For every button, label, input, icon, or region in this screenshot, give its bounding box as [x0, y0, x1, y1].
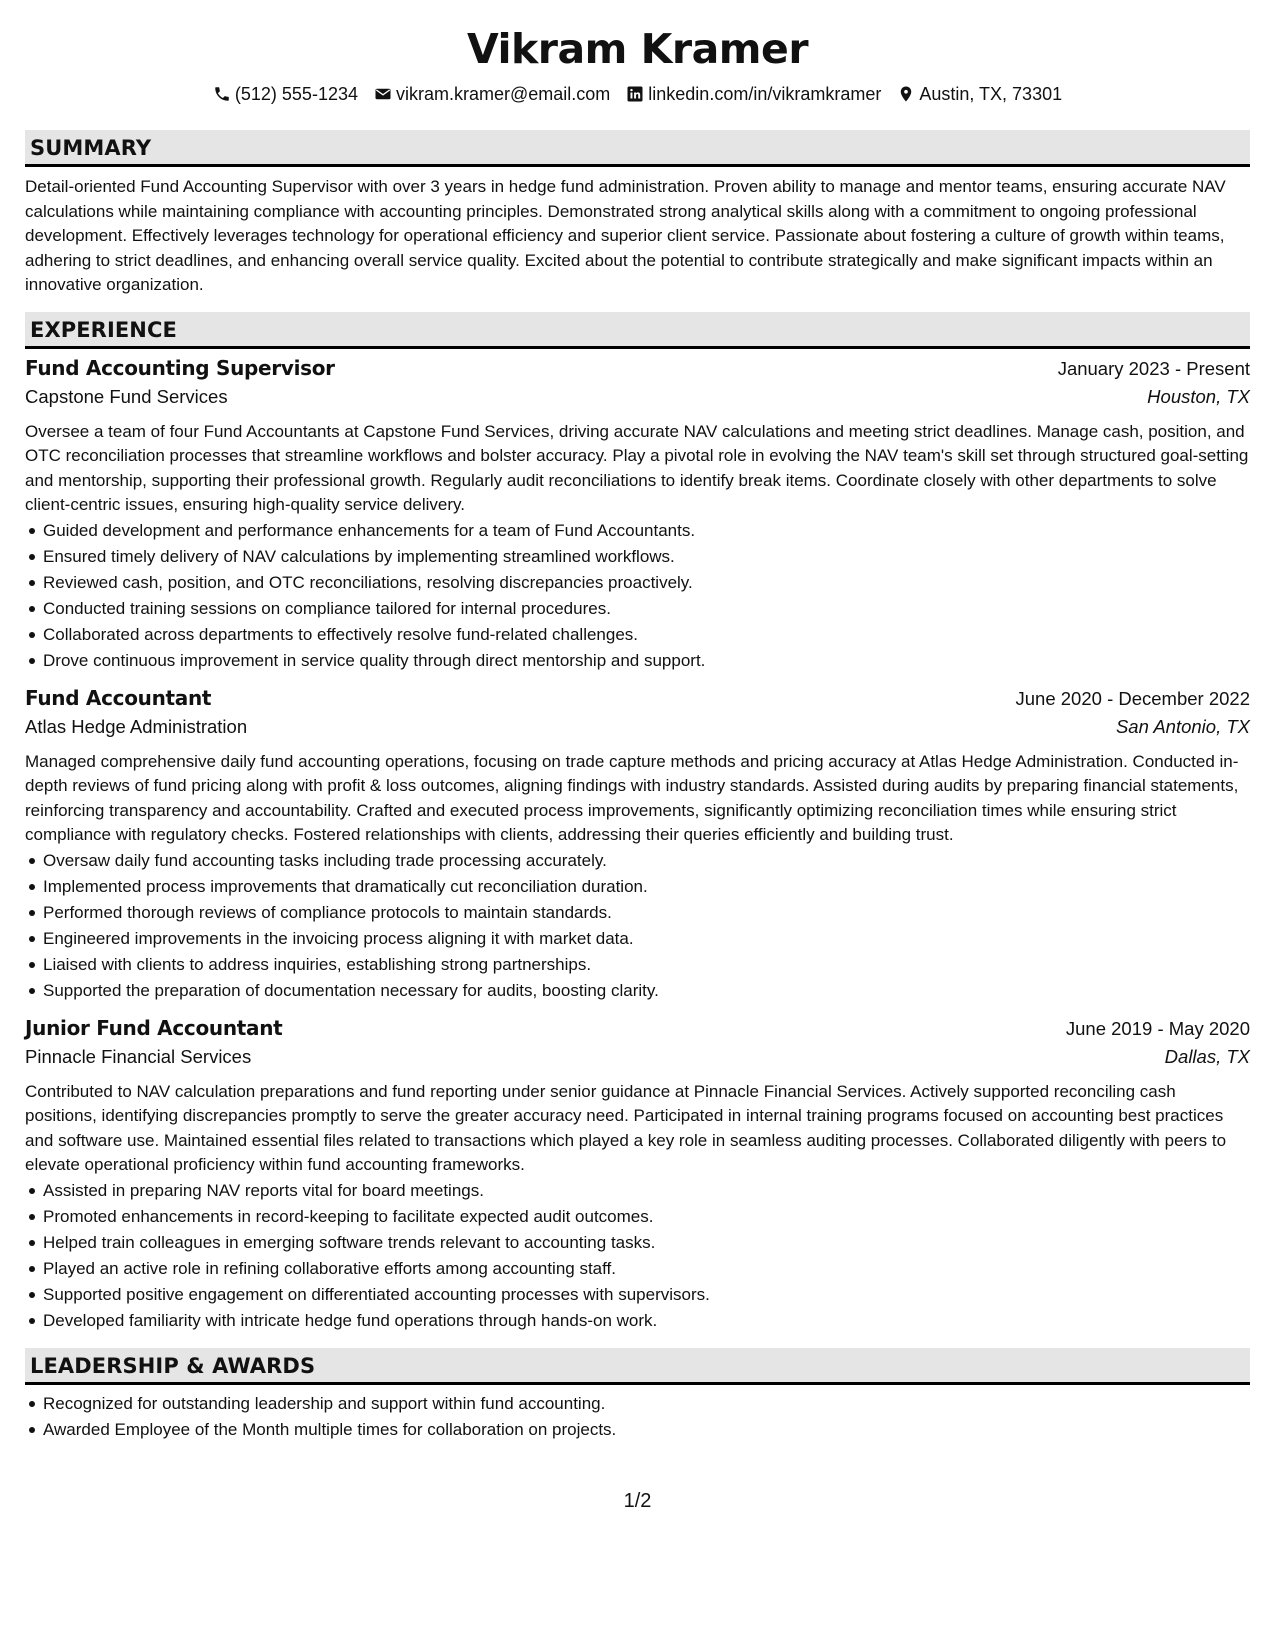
job-description: Oversee a team of four Fund Accountants at Capstone Fund Services, driving accurate NAV calculations and meeting strict deadlines. Manage cash, position, and OTC reconciliation processes that streamline workflows and bolster accuracy. Play a pivotal role in evolving the NAV team's skill set through structured goal-setting and mentorship, supporting their professional growth. Regularly audit reconciliations to identify break items. Coordinate closely with other departments to solve client-centric issues, ensuring high-quality service delivery. [25, 421, 1249, 514]
job-company: Capstone Fund Services [25, 385, 228, 407]
job-title: Junior Fund Accountant [25, 1015, 283, 1040]
job-bullets [25, 848, 1250, 1004]
contact-location [897, 80, 1062, 108]
contact-linkedin[interactable] [626, 80, 881, 108]
list-item: Implemented process improvements that dramatically cut reconciliation duration. [43, 874, 1250, 900]
email-link[interactable]: vikram.kramer@email.com [395, 84, 611, 104]
job-location: Dallas, TX [1164, 1045, 1250, 1067]
leadership-section [25, 1348, 1250, 1443]
job-entry [25, 356, 1250, 674]
job-dates: June 2019 - May 2020 [1065, 1017, 1250, 1039]
location-text: Austin, TX, 73301 [919, 84, 1063, 104]
list-item: Supported positive engagement on differentiated accounting processes with supervisors. [43, 1282, 1250, 1308]
job-entry [25, 686, 1250, 1004]
experience-section [25, 312, 1250, 1334]
list-item: Awarded Employee of the Month multiple times for collaboration on projects. [43, 1417, 1250, 1443]
job-company: Pinnacle Financial Services [25, 1045, 252, 1067]
contact-bar [25, 80, 1250, 108]
job-company: Atlas Hedge Administration [25, 715, 248, 737]
job-title: Fund Accountant [25, 685, 212, 710]
list-item: Supported the preparation of documentation necessary for audits, boosting clarity. [43, 978, 1250, 1004]
list-item: Reviewed cash, position, and OTC reconciliations, resolving discrepancies proactively. [43, 570, 1250, 596]
job-description: Managed comprehensive daily fund accounting operations, focusing on trade capture methods and pricing accuracy at Atlas Hedge Administration. Conducted in-depth reviews of fund pricing along with profit & loss outcomes, aligning findings with industry standards. Assisted during audits by preparing financial statements, reinforcing transparency and accountability. Crafted and executed process improvements, significantly optimizing reconciliation times while ensuring strict compliance with regulatory checks. Fostered relationships with clients, addressing their queries efficiently and building trust. [25, 751, 1239, 844]
list-item: Played an active role in refining collaborative efforts among accounting staff. [43, 1256, 1250, 1282]
summary-section [25, 130, 1250, 298]
leadership-bullets [25, 1391, 1250, 1443]
list-item: Liaised with clients to address inquiries, establishing strong partnerships. [43, 952, 1250, 978]
list-item: Performed thorough reviews of compliance protocols to maintain standards. [43, 900, 1250, 926]
job-description: Contributed to NAV calculation preparations and fund reporting under senior guidance at Pinnacle Financial Services. Actively supported reconciling cash positions, identifying discrepancies promptly to serve the greater accuracy need. Participated in internal training programs focused on accounting best practices and software use. Maintained essential files related to transactions which played a key role in seamless auditing processes. Collaborated diligently with peers to elevate operational proficiency within fund accounting frameworks. [25, 1081, 1227, 1174]
contact-phone [213, 80, 358, 108]
list-item: Engineered improvements in the invoicing process aligning it with market data. [43, 926, 1250, 952]
job-entry [25, 1016, 1250, 1334]
page-number: 1/2 [623, 1490, 652, 1512]
list-item: Developed familiarity with intricate hedge fund operations through hands-on work. [43, 1308, 1250, 1334]
list-item: Helped train colleagues in emerging software trends relevant to accounting tasks. [43, 1230, 1250, 1256]
phone-text: (512) 555-1234 [234, 84, 358, 104]
experience-heading: EXPERIENCE [25, 312, 1250, 349]
summary-heading: SUMMARY [25, 130, 1250, 167]
job-dates: January 2023 - Present [1057, 357, 1250, 379]
list-item: Collaborated across departments to effectively resolve fund-related challenges. [43, 622, 1250, 648]
candidate-name: Vikram Kramer [466, 25, 809, 73]
contact-email[interactable] [374, 80, 610, 108]
job-location: San Antonio, TX [1115, 715, 1250, 737]
linkedin-link[interactable]: linkedin.com/in/vikramkramer [648, 84, 882, 104]
list-item: Oversaw daily fund accounting tasks including trade processing accurately. [43, 848, 1250, 874]
job-dates: June 2020 - December 2022 [1015, 687, 1250, 709]
linkedin-icon [626, 85, 644, 103]
job-location: Houston, TX [1147, 385, 1250, 407]
list-item: Guided development and performance enhancements for a team of Fund Accountants. [43, 518, 1250, 544]
list-item: Recognized for outstanding leadership and support within fund accounting. [43, 1391, 1250, 1417]
resume-page [25, 0, 1250, 1443]
map-marker-icon [897, 85, 915, 103]
phone-icon [213, 85, 231, 103]
leadership-heading: LEADERSHIP & AWARDS [25, 1348, 1250, 1385]
list-item: Ensured timely delivery of NAV calculations by implementing streamlined workflows. [43, 544, 1250, 570]
job-bullets [25, 1178, 1250, 1334]
list-item: Conducted training sessions on compliance tailored for internal procedures. [43, 596, 1250, 622]
summary-text: Detail-oriented Fund Accounting Supervisor with over 3 years in hedge fund administration. Proven ability to manage and mentor teams, ensuring accurate NAV calculations while maintaining compliance with accounting principles. Demonstrated strong analytical skills along with a commitment to ongoing professional development. Effectively leverages technology for operational efficiency and superior client service. Passionate about fostering a culture of growth within teams, adhering to strict deadlines, and enhancing overall service quality. Excited about the potential to contribute strategically and make significant impacts within an innovative organization. [25, 177, 1226, 294]
list-item: Drove continuous improvement in service quality through direct mentorship and support. [43, 648, 1250, 674]
job-title: Fund Accounting Supervisor [25, 355, 335, 380]
list-item: Assisted in preparing NAV reports vital for board meetings. [43, 1178, 1250, 1204]
envelope-icon [374, 85, 392, 103]
job-bullets [25, 518, 1250, 674]
list-item: Promoted enhancements in record-keeping to facilitate expected audit outcomes. [43, 1204, 1250, 1230]
